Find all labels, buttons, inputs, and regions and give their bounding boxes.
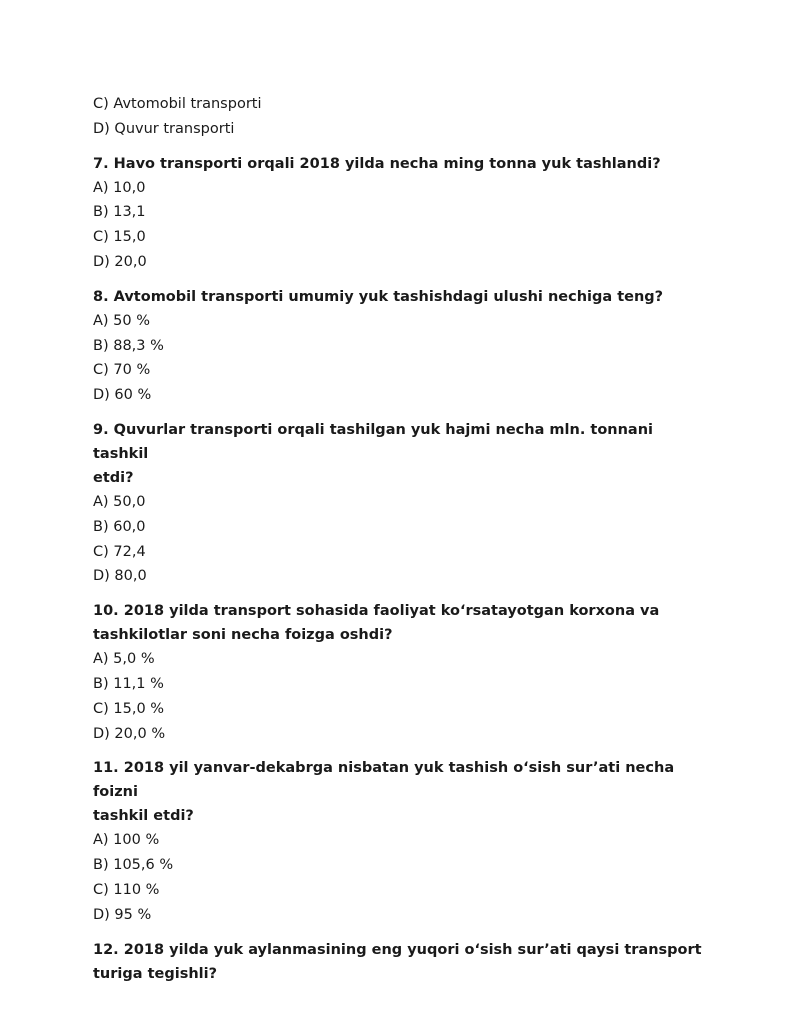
answer-option: D) 60 %	[93, 387, 152, 404]
answer-option: D) Quvur transporti	[93, 120, 235, 137]
answer-option: A) 50,0	[93, 493, 146, 510]
question-block	[93, 418, 713, 589]
question-text-line: 11. 2018 yil yanvar-dekabrga nisbatan yuk tashish o‘sish sur’ati necha foizni	[93, 760, 675, 801]
question-text-line: tashkil etdi?	[93, 808, 194, 825]
answer-option: A) 10,0	[93, 179, 146, 196]
question-text-line: 10. 2018 yilda transport sohasida faoliyat ko‘rsatayotgan korxona va	[93, 603, 660, 620]
answer-option: B) 13,1	[93, 204, 146, 221]
answer-option: A) 100 %	[93, 832, 160, 849]
question-text-line: turiga tegishli?	[93, 965, 218, 982]
quiz-page	[93, 92, 713, 986]
question-block	[93, 152, 713, 275]
question-text-line: 9. Quvurlar transporti orqali tashilgan yuk hajmi necha mln. tonnani tashkil	[93, 421, 653, 462]
answer-option: B) 88,3 %	[93, 337, 164, 354]
question-block	[93, 599, 713, 746]
question-block	[93, 285, 713, 408]
answer-option: D) 80,0	[93, 568, 147, 585]
answer-option: A) 5,0 %	[93, 651, 155, 668]
answer-option: C) 15,0 %	[93, 700, 165, 717]
question-text: 8. Avtomobil transporti umumiy yuk tashishdagi ulushi nechiga teng?	[93, 288, 664, 305]
answer-option: B) 60,0	[93, 518, 146, 535]
answer-option: C) 110 %	[93, 881, 160, 898]
question-block	[93, 938, 713, 986]
question-text-line: 12. 2018 yilda yuk aylanmasining eng yuqori o‘sish sur’ati qaysi transport	[93, 941, 702, 958]
answer-option: C) Avtomobil transporti	[93, 96, 262, 112]
answer-option: C) 70 %	[93, 362, 151, 379]
answer-option: C) 15,0	[93, 229, 146, 246]
question-text: 7. Havo transporti orqali 2018 yilda necha ming tonna yuk tashlandi?	[93, 155, 661, 172]
answer-option: C) 72,4	[93, 543, 146, 560]
question-text-line: etdi?	[93, 469, 134, 486]
answer-option: D) 95 %	[93, 906, 152, 923]
question-block	[93, 756, 713, 927]
answer-option: B) 105,6 %	[93, 857, 174, 874]
answer-option: D) 20,0 %	[93, 725, 166, 742]
question-text-line: tashkilotlar soni necha foizga oshdi?	[93, 627, 393, 644]
answer-option: D) 20,0	[93, 253, 147, 270]
answer-option: A) 50 %	[93, 312, 151, 329]
answer-option: B) 11,1 %	[93, 675, 164, 692]
